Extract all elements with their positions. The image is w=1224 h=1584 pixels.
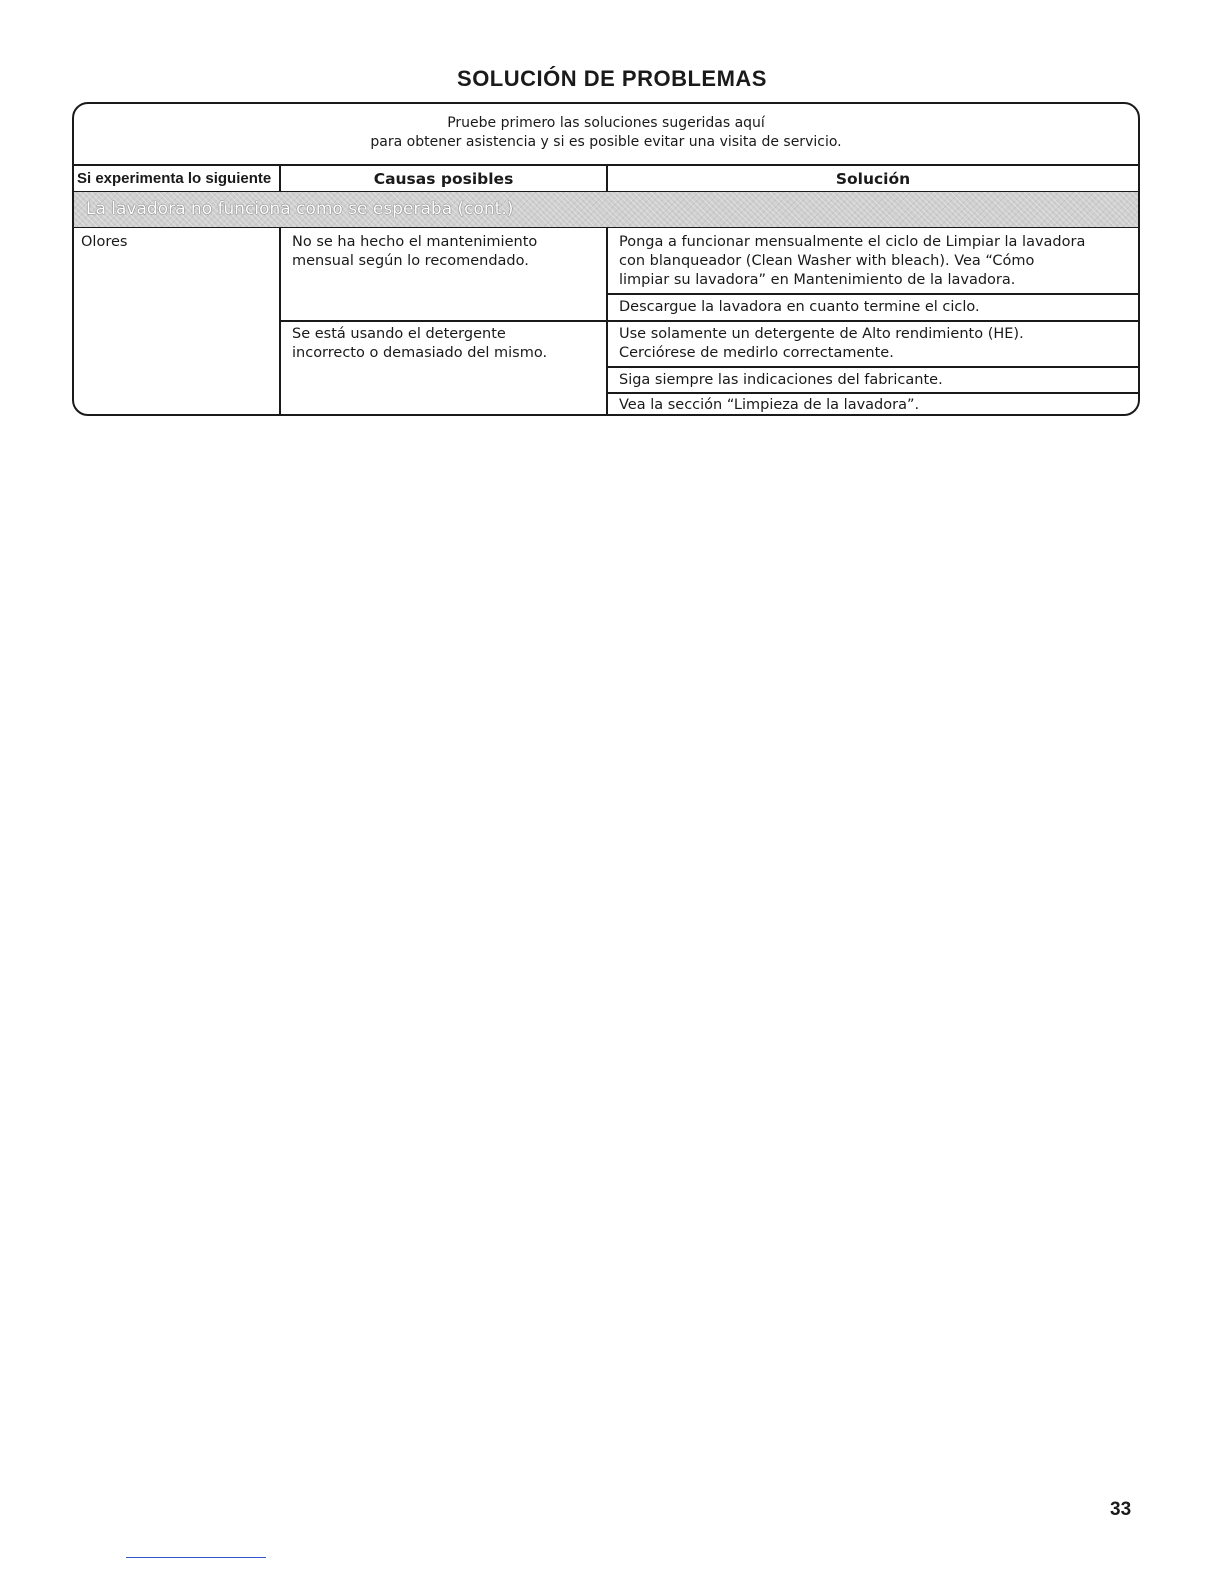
solution-3-line-1: Use solamente un detergente de Alto rendimiento (HE). <box>619 326 1024 342</box>
intro-line-2: para obtener asistencia y si es posible evitar una visita de servicio. <box>370 134 842 150</box>
row-divider <box>606 366 1138 368</box>
header-problem: Si experimenta lo siguiente <box>74 166 281 192</box>
solution-1-line-2: con blanqueador (Clean Washer with bleach). Vea “Cómo <box>619 253 1035 269</box>
row-divider <box>606 392 1138 394</box>
cause-1-line-1: No se ha hecho el mantenimiento <box>292 234 538 250</box>
cause-1-line-2: mensual según lo recomendado. <box>292 253 529 269</box>
page-title: SOLUCIÓN DE PROBLEMAS <box>457 66 767 91</box>
row-divider <box>606 293 1138 295</box>
solution-1-line-1: Ponga a funcionar mensualmente el ciclo de Limpiar la lavadora <box>619 234 1086 250</box>
intro-text <box>74 114 1138 152</box>
section-title: La lavadora no funciona como se esperaba (cont.) <box>86 199 514 219</box>
troubleshooting-table <box>72 102 1140 416</box>
solution-5-line-1: Vea la sección “Limpieza de la lavadora”. <box>619 397 920 413</box>
cause-2-line-2: incorrecto o demasiado del mismo. <box>292 345 548 361</box>
solution-cell-2 <box>619 298 980 317</box>
header-solution: Solución <box>835 170 911 188</box>
solution-4-line-1: Siga siempre las indicaciones del fabricante. <box>619 372 943 388</box>
solution-1-line-3: limpiar su lavadora” en Mantenimiento de la lavadora. <box>619 272 1016 288</box>
problem-cell: Olores <box>81 234 128 250</box>
row-divider <box>279 320 1138 322</box>
solution-cell-3 <box>619 325 1024 363</box>
section-band <box>74 192 1138 228</box>
solution-2-line-1: Descargue la lavadora en cuanto termine el ciclo. <box>619 299 980 315</box>
cause-2-line-1: Se está usando el detergente <box>292 326 506 342</box>
table-header-row <box>74 164 1138 192</box>
solution-3-line-2: Cerciórese de medirlo correctamente. <box>619 345 894 361</box>
footer-rule <box>126 1557 266 1558</box>
header-causes: Causas posibles <box>281 166 608 192</box>
cause-cell-2 <box>292 325 547 363</box>
solution-cell-1 <box>619 233 1085 290</box>
cause-cell-1 <box>292 233 537 271</box>
page-number: 33 <box>1110 1499 1132 1520</box>
intro-line-1: Pruebe primero las soluciones sugeridas aquí <box>447 115 765 131</box>
solution-cell-5 <box>619 396 919 415</box>
solution-cell-4 <box>619 371 943 390</box>
